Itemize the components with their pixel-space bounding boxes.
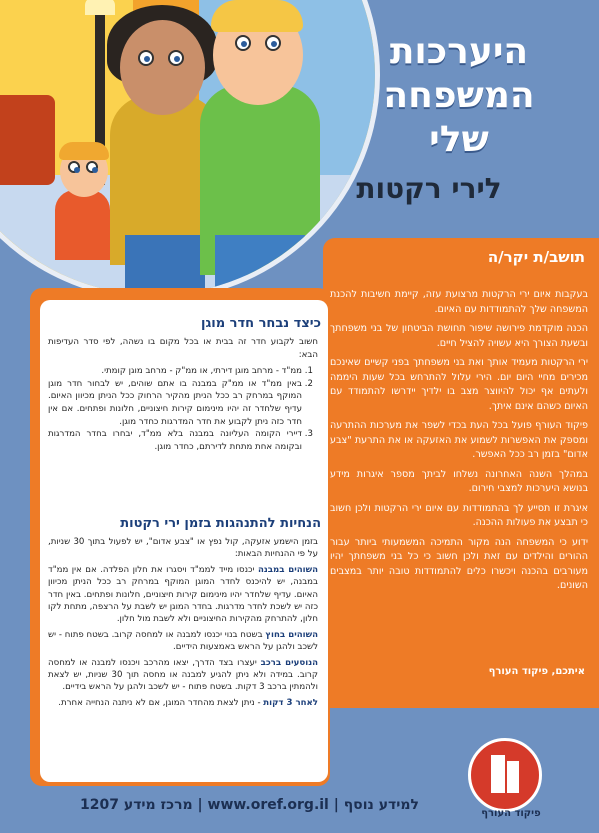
footer-contact[interactable]: למידע נוסף | www.oref.org.il | מרכז מידע 1207: [80, 797, 419, 813]
letter-paragraph: הכנה מוקדמת פירושה שיפור תחושת הביטחון של בני משפחתך ובשעת הצורך היא עשויה להציל חיים.: [330, 323, 588, 349]
title-line-2: המשפחה: [383, 75, 535, 116]
logo-caption: פיקוד העורף: [481, 808, 541, 819]
list-item: 3. דיירי הקומה העליונה במבנה בלא ממ"ד, יבחרו בחדר המדרגות ובקומה אחת מתחת לדירתם, כחדר מוגן.: [48, 428, 302, 453]
letter-greeting: תושב/ת יקר/ה: [487, 248, 585, 266]
page-title: [359, 30, 559, 162]
behavior-intro: בזמן הישמע אזעקה, קול נפץ או "צבע אדום", יש לפעול בתוך 30 שניות, על פי ההנחיות הבאות:: [48, 537, 318, 560]
guideline-item: השוהים במבנה יכנסו מייד לממ"ד ויסגרו את חלון הפלדה. אם אין ממ"ד במבנה, יש להיכנס לחדר המוגן המוקף במרחק רב ככל הניתן מכיוון האיום. עדיף שלחדר יהיו מינימום קירות חיצוניים, חלונות ופתחים. באין חדר כזה יש לשכת לחדר מדרגות. בחדר המוגן יש לשבת על הרצפה, מתחת לקו חלון, להתרחק מהקירות החיצוניים ולא לשבת מול חלון.: [48, 564, 319, 625]
sofa-illustration: [0, 95, 55, 185]
letter-paragraph: במהלך השנה האחרונה נשלחו לביתך מספר איגרות מידע בנושא היערכות למצבי חירום.: [330, 468, 588, 494]
mother-figure: [120, 20, 205, 115]
letter-paragraph: ידוע כי המשפחה הנה מקור התמיכה המשמעותי ביותר עבור ההורים והילדים עם זאת ולכן חשוב כי כל בני משפחתך יהיו מעורבים בהכנה ויכשרו כלים להתמודדות טובה יותר במצבים השונים.: [330, 536, 588, 591]
letter-paragraph: ירי הרקטות מעמיד אותך ואת בני משפחתך בפני קשיים שאינכם מכירים מחיי היום יום. הירי עלול להתרחש בכל שעות היממה ולעתים אף יכול להיווצר מצב בו ילדיך יידרשו להתמודד עם האיום כשהם אינם איתך.: [330, 357, 588, 412]
guideline-item: הנוסעים ברכב יעצרו בצד הדרך, יצאו מהרכב ויכנסו למבנה או למחסה קרוב. במידה ולא ניתן להגיע למבנה או מחסה תוך 30 שניות, יש לצאת ולהמתין ברכב 3 דקות. בשטח פתוח - יש לשכב ולהגן על הראש בידיים.: [48, 657, 318, 693]
heading-behavior-guidelines: הנחיות להתנהגות בזמן ירי רקטות: [120, 516, 321, 531]
home-front-command-logo: [468, 738, 542, 812]
guideline-item: לאחר 3 דקות - ניתן לצאת מהחדר המוגן, אם לא ניתנה הנחייה אחרת.: [58, 697, 318, 708]
heading-choose-room: כיצד נבחר חדר מוגן: [200, 316, 321, 331]
letter-paragraph: בעקבות איום ירי הרקטות מרצועת עזה, קיימת חשיבות להכנת המשפחה שלך להתמודדות עם האיום.: [330, 289, 588, 315]
letter-body: [330, 288, 588, 599]
guideline-item: השוהים בחוץ בשטח בנוי יכנסו למבנה או למחסה קרוב. בשטח פתוח - יש לשכב ולהגן על הראש באמצעות הידיים.: [48, 629, 318, 653]
behavior-section: [48, 536, 318, 712]
choose-room-section: [48, 336, 318, 457]
title-line-3: שלי: [429, 119, 489, 160]
letter-signoff: איתכם, פיקוד העורף: [488, 666, 585, 677]
list-item: 2. באין ממ"ד או ממ"ק במבנה בו אתם שוהים, יש לבחור חדר מוגן המוקף במרחק רב ככל הניתן מהקיר הרחוק ככל הניתן מכיוון האיום. עדיף שלחדר זה יהיו מינימום קירות חיצוניים, חלונות ופתחים. אם אין חדר כזה ניתן לקבוע את חדר המדרגות כחדר מוגן.: [48, 378, 302, 428]
letter-paragraph: פיקוד העורף פועל בכל העת בכדי לשפר את מערכות ההתרעה ומספק את האפשרות לשמוע את האזעקה או את התרעת "צבע אדום" בזמן רב ככל האפשר.: [330, 420, 588, 460]
page-subtitle: לירי רקטות: [356, 172, 502, 205]
letter-paragraph: איגרת זו תסייע לך בהתמודדות עם איום ירי הרקטות ולכן חשוב כי תבצע את פעולות ההכנה.: [330, 502, 588, 528]
title-line-1: היערכות: [389, 31, 529, 72]
list-item: 1. ממ"ד - מרחב מוגן דירתי, או ממ"ק - מרחב מוגן קומתי.: [48, 365, 302, 378]
choose-room-intro: חשוב לקבוע חדר זה בבית או בכל מקום בו נשהה, לפי סדר העדיפות הבא:: [48, 337, 318, 360]
